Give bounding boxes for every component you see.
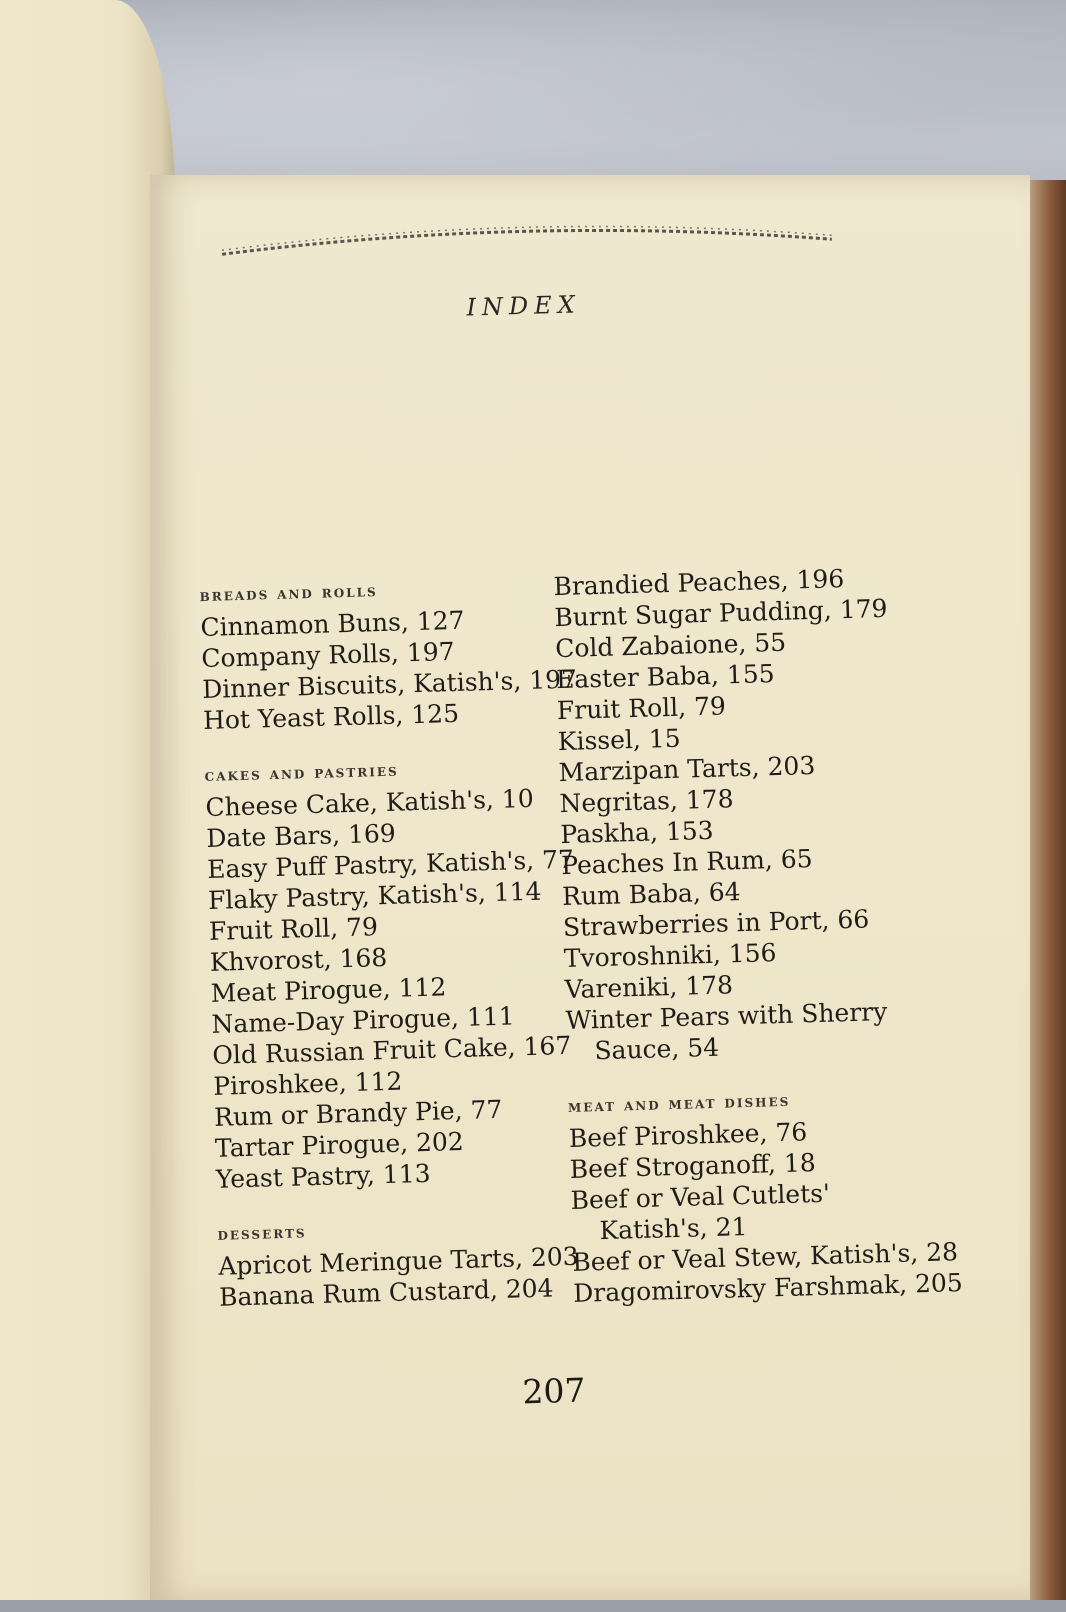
- index-entry: Name-Day Pirogue, 111: [211, 1001, 515, 1039]
- index-entry: Beef or Veal Stew, Katish's, 28: [571, 1237, 959, 1277]
- index-entry: Negritas, 178: [559, 784, 734, 819]
- index-entry: Brandied Peaches, 196: [553, 564, 845, 602]
- index-entry: Piroshkee, 112: [212, 1066, 403, 1101]
- index-entry: Rum Baba, 64: [561, 877, 741, 912]
- index-entry: Easy Puff Pastry, Katish's, 77: [206, 844, 575, 884]
- index-entry: Apricot Meringue Tarts, 203: [217, 1241, 580, 1281]
- index-entry: Strawberries in Port, 66: [562, 904, 870, 943]
- index-entry: Khvorost, 168: [209, 942, 388, 977]
- index-entry: Tartar Pirogue, 202: [214, 1126, 465, 1163]
- index-entry: Company Rolls, 197: [200, 636, 455, 674]
- index-entry: Dinner Biscuits, Katish's, 197: [201, 664, 578, 705]
- index-entry: Fruit Roll, 79: [556, 691, 727, 726]
- index-entry: Burnt Sugar Pudding, 179: [553, 593, 888, 633]
- right-index-column: [553, 561, 964, 1309]
- page-content: [150, 163, 1066, 1612]
- index-entry: Beef Piroshkee, 76: [568, 1117, 808, 1153]
- decorative-border-ornament: [221, 213, 832, 260]
- index-entry: Flaky Pastry, Katish's, 114: [207, 876, 542, 915]
- page-title: INDEX: [466, 290, 582, 322]
- index-entry: Winter Pears with Sherry Sauce, 54: [565, 997, 888, 1066]
- index-entry: Date Bars, 169: [205, 818, 397, 853]
- section-heading-meat: meat and meat dishes: [567, 1090, 791, 1117]
- section-heading-cakes: cakes and pastries: [204, 760, 399, 786]
- index-entry: Banana Rum Custard, 204: [218, 1273, 554, 1312]
- section-heading-desserts: desserts: [217, 1222, 307, 1245]
- index-entry: Rum or Brandy Pie, 77: [213, 1094, 503, 1132]
- left-index-column: [199, 576, 579, 1313]
- index-entry: Yeast Pastry, 113: [215, 1158, 431, 1194]
- index-entry: Vareniki, 178: [564, 970, 734, 1005]
- index-entry: Beef Stroganoff, 18: [569, 1148, 817, 1184]
- left-facing-page: [0, 0, 175, 1600]
- index-entry: Cheese Cake, Katish's, 10: [205, 783, 535, 822]
- index-entry: Cinnamon Buns, 127: [200, 605, 465, 643]
- index-entry: Fruit Roll, 79: [208, 912, 379, 946]
- index-entry: Easter Baba, 155: [555, 659, 775, 695]
- index-entry: Paskha, 153: [560, 815, 714, 850]
- book-page: [150, 175, 1030, 1600]
- index-entry: Beef or Veal Cutlets' Katish's, 21: [570, 1178, 831, 1246]
- index-entry: Marzipan Tarts, 203: [558, 750, 816, 788]
- index-entry: Old Russian Fruit Cake, 167: [212, 1030, 572, 1070]
- index-entry: Peaches In Rum, 65: [560, 844, 813, 881]
- index-entry: Kissel, 15: [557, 723, 681, 757]
- index-entry: Dragomirovsky Farshmak, 205: [572, 1268, 964, 1308]
- index-entry: Cold Zabaione, 55: [554, 627, 787, 664]
- page-number: 207: [521, 1370, 586, 1412]
- index-entry: Hot Yeast Rolls, 125: [202, 698, 460, 736]
- section-heading-breads: breads and rolls: [199, 581, 378, 607]
- index-entry: Tvoroshniki, 156: [563, 938, 777, 974]
- index-entry: Meat Pirogue, 112: [210, 972, 447, 1008]
